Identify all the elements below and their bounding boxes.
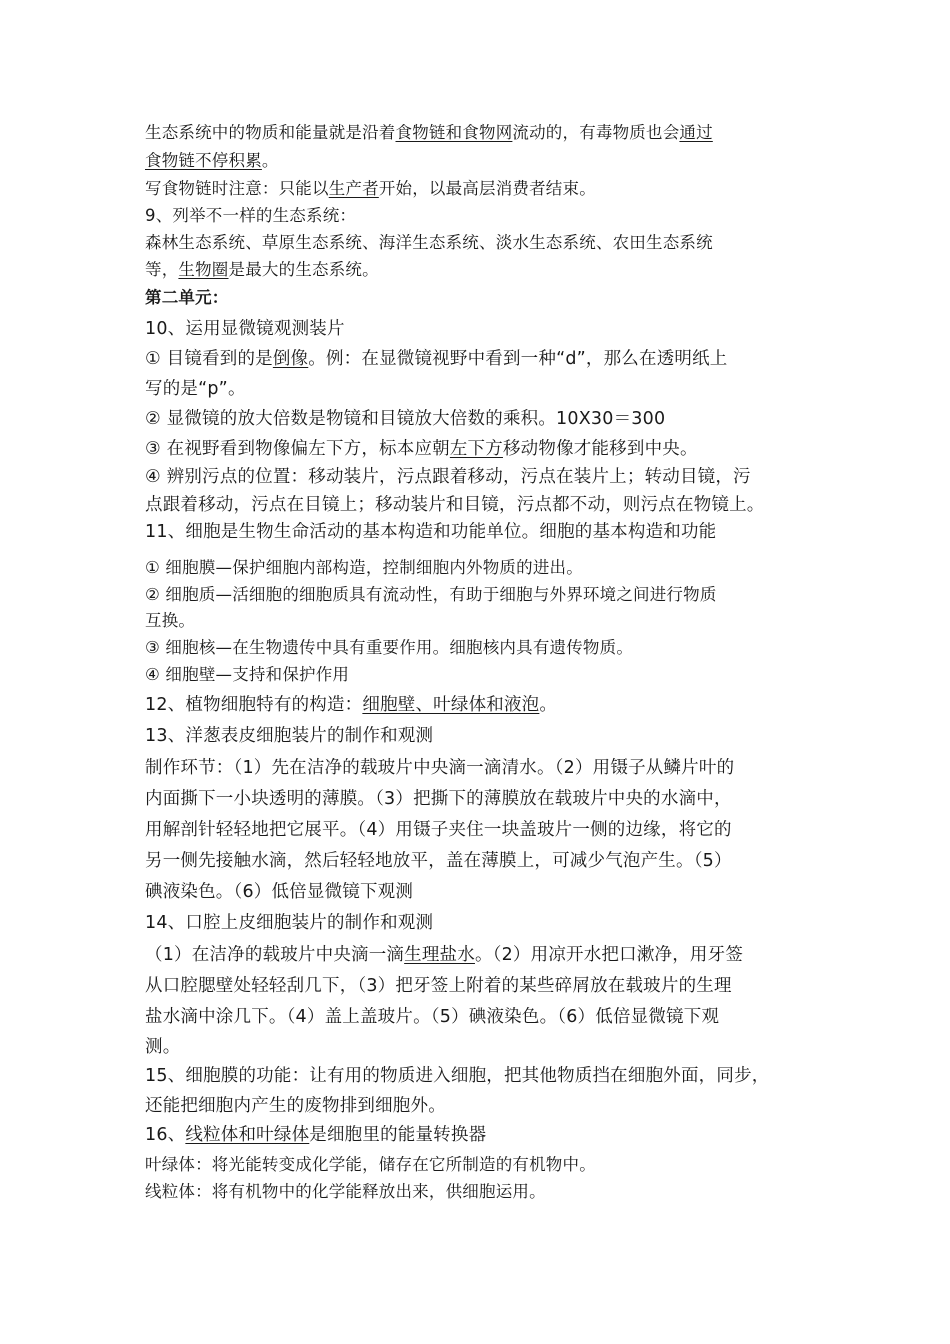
text-line: ① 细胞膜—保护细胞内部构造，控制细胞内外物质的进出。: [145, 558, 583, 577]
text-line: 写的是“p”。: [145, 379, 246, 399]
text-line: （1）在洁净的载玻片中央滴一滴生理盐水。（2）用凉开水把口漱净，用牙签: [145, 945, 744, 965]
text-line: 叶绿体：将光能转变成化学能，储存在它所制造的有机物中。: [145, 1155, 596, 1174]
text-line: 等，生物圈是最大的生态系统。: [145, 260, 379, 279]
section-title: 11、细胞是生物生命活动的基本构造和功能单位。细胞的基本构造和功能: [145, 522, 717, 542]
text-line: 制作环节：（1）先在洁净的载玻片中央滴一滴清水。（2）用镊子从鳞片叶的: [145, 758, 735, 778]
text-line: 用解剖针轻轻地把它展平。（4）用镊子夹住一块盖玻片一侧的边缘，将它的: [145, 820, 732, 840]
section-title: 14、口腔上皮细胞装片的制作和观测: [145, 913, 434, 933]
unit-heading: 第二单元：: [145, 288, 229, 307]
section-title: 10、运用显微镜观测装片: [145, 319, 345, 339]
text-line: ② 细胞质—活细胞的细胞质具有流动性，有助于细胞与外界环境之间进行物质: [145, 585, 717, 604]
text-line: ③ 在视野看到物像偏左下方，标本应朝左下方移动物像才能移到中央。: [145, 439, 698, 459]
text-line: 还能把细胞内产生的废物排到细胞外。: [145, 1096, 446, 1116]
text-line: 碘液染色。（6）低倍显微镜下观测: [145, 882, 414, 902]
text-line: 内面撕下一小块透明的薄膜。（3）把撕下的薄膜放在载玻片中央的水滴中，: [145, 789, 732, 809]
text-line: ① 目镜看到的是倒像。例：在显微镜视野中看到一种“d”，那么在透明纸上: [145, 349, 728, 369]
text-line: 生态系统中的物质和能量就是沿着食物链和食物网流动的，有毒物质也会通过: [145, 123, 713, 142]
text-line: ② 显微镜的放大倍数是物镜和目镜放大倍数的乘积。10X30＝300: [145, 409, 666, 429]
text-line: 线粒体：将有机物中的化学能释放出来，供细胞运用。: [145, 1182, 546, 1201]
text-line: 从口腔腮壁处轻轻刮几下，（3）把牙签上附着的某些碎屑放在载玻片的生理: [145, 976, 732, 996]
text-line: 森林生态系统、草原生态系统、海洋生态系统、淡水生态系统、农田生态系统: [145, 233, 713, 252]
text-line: 互换。: [145, 611, 196, 630]
text-line: ④ 辨别污点的位置：移动装片，污点跟着移动，污点在装片上；转动目镜，污: [145, 467, 751, 487]
text-line: 写食物链时注意：只能以生产者开始，以最高层消费者结束。: [145, 179, 596, 198]
text-line: 盐水滴中涂几下。（4）盖上盖玻片。（5）碘液染色。（6）低倍显微镜下观: [145, 1007, 720, 1027]
section-title: 16、线粒体和叶绿体是细胞里的能量转换器: [145, 1125, 487, 1145]
text-line: ④ 细胞壁—支持和保护作用: [145, 665, 350, 684]
text-line: 食物链不停积累。: [145, 151, 279, 170]
text-line: 另一侧先接触水滴，然后轻轻地放平，盖在薄膜上，可减少气泡产生。（5）: [145, 851, 732, 871]
section-title: 15、细胞膜的功能：让有用的物质进入细胞，把其他物质挡在细胞外面，同步，: [145, 1066, 770, 1086]
section-title: 12、植物细胞特有的构造：细胞壁、叶绿体和液泡。: [145, 695, 558, 715]
text-line: 测。: [145, 1037, 181, 1057]
text-line: 点跟着移动，污点在目镜上；移动装片和目镜，污点都不动，则污点在物镜上。: [145, 495, 765, 515]
section-title: 13、洋葱表皮细胞装片的制作和观测: [145, 726, 434, 746]
text-line: ③ 细胞核—在生物遗传中具有重要作用。细胞核内具有遗传物质。: [145, 638, 634, 657]
text-line: 9、列举不一样的生态系统：: [145, 206, 357, 225]
